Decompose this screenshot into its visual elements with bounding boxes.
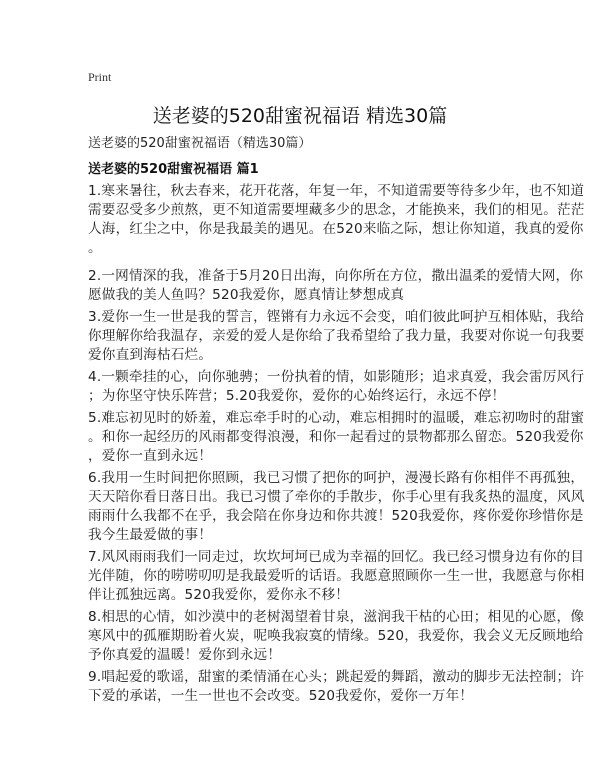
paragraph-line: 天天陪你看日落日出。我已习惯了牵你的手散步，你手心里有我炙热的温度，风风	[88, 489, 585, 505]
paragraph-line: 雨雨什么我都不在乎，我会陪在你身边和你共渡！520我爱你，疼你爱你珍惜你是	[88, 508, 584, 524]
paragraph-line: 愿做我的美人鱼吗？520我爱你，愿真情让梦想成真	[88, 287, 405, 303]
paragraph-line: 需要忍受多少煎熬，更不知道需要埋藏多少的思念，才能换来，我们的相见。茫茫	[88, 202, 585, 218]
paragraph	[88, 308, 585, 365]
paragraph-line: 7.风风雨雨我们一同走过，坎坎坷坷已成为幸福的回忆。我已经习惯身边有你的目	[88, 549, 585, 565]
paragraph-line: 9.唱起爱的歌谣，甜蜜的柔情涌在心头；跳起爱的舞蹈，激动的脚步无法控制；许	[88, 669, 585, 685]
paragraph	[88, 182, 585, 258]
paragraph-line: 你理解你给我温存，亲爱的爱人是你给了我希望给了我力量，我要对你说一句我要	[88, 328, 585, 344]
paragraph	[88, 267, 584, 305]
section-heading: 送老婆的520甜蜜祝福语 篇1	[88, 162, 259, 177]
paragraph-line: 伴让孤独远离。520我爱你，爱你永不移！	[88, 587, 350, 603]
subtitle: 送老婆的520甜蜜祝福语（精选30篇）	[88, 136, 312, 151]
paragraph	[88, 409, 585, 466]
paragraph-line: 爱你直到海枯石烂。	[88, 347, 213, 363]
paragraph-line: 4.一颗牵挂的心，向你驰骋；一份执着的情，如影随形；追求真爱，我会雷厉风行	[88, 369, 585, 385]
paragraph-line: 3.爱你一生一世是我的誓言，铿锵有力永远不会变，咱们彼此呵护互相体贴，我给	[88, 309, 585, 325]
paragraph-line: ；为你坚守快乐阵营；5.20我爱你，爱你的心始终运行，永远不停！	[88, 388, 506, 404]
paragraph	[88, 548, 585, 605]
paragraph-line: 下爱的承诺，一生一世也不会改变。520我爱你，爱你一万年！	[88, 688, 474, 704]
page-title: 送老婆的520甜蜜祝福语 精选30篇	[152, 105, 448, 127]
paragraph-line: 5.难忘初见时的娇羞，难忘牵手时的心动，难忘相拥时的温暖，难忘初吻时的甜蜜	[88, 410, 585, 426]
paragraph-line: 予你真爱的温暖！爱你到永远！	[88, 647, 282, 663]
paragraph-line: 。和你一起经历的风雨都变得浪漫，和你一起看过的景物都那么留恋。520我爱你	[88, 429, 584, 445]
paragraph-line: 。	[88, 240, 102, 256]
document-body	[88, 182, 585, 709]
paragraph-line: 人海，红尘之中，你是我最美的遇见。在520来临之际，想让你知道，我真的爱你	[88, 221, 584, 237]
paragraph-line: 2.一网情深的我，准备于5月20日出海，向你所在方位，撒出温柔的爱情大网，你	[88, 268, 584, 284]
paragraph	[88, 608, 585, 665]
paragraph-line: 1.寒来暑往，秋去春来，花开花落，年复一年，不知道需要等待多少年，也不知道	[88, 183, 585, 199]
paragraph	[88, 368, 585, 406]
paragraph-line: 6.我用一生时间把你照顾，我已习惯了把你的呵护，漫漫长路有你相伴不再孤独，	[88, 470, 585, 486]
paragraph-line: 8.相思的心情，如沙漠中的老树渴望着甘泉，滋润我干枯的心田；相见的心愿，像	[88, 609, 585, 625]
paragraph-line: 我今生最爱做的事！	[88, 527, 213, 543]
paragraph	[88, 469, 585, 545]
print-link[interactable]: Print	[88, 70, 112, 84]
paragraph-line: ，爱你一直到永远！	[88, 448, 213, 464]
paragraph-line: 寒风中的孤雁期盼着火炭，呢唤我寂寞的情缘。520，我爱你，我会义无反顾地给	[88, 628, 584, 644]
paragraph	[88, 668, 585, 706]
paragraph-line: 光伴随，你的唠唠叨叨是我最爱听的话语。我愿意照顾你一生一世，我愿意与你相	[88, 568, 585, 584]
